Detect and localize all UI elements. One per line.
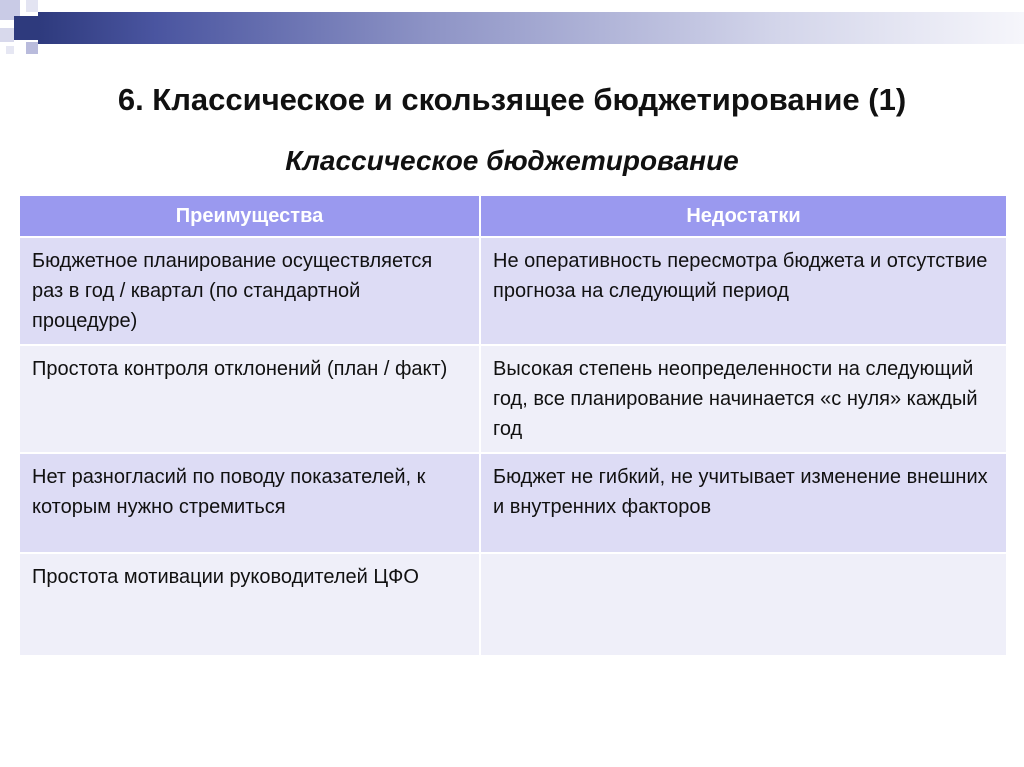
table-cell-disadvantage: Не оперативность пересмотра бюджета и отсутствие прогноза на следующий период [480, 237, 1007, 345]
table-cell-disadvantage: Бюджет не гибкий, не учитывает изменение внешних и внутренних факторов [480, 453, 1007, 553]
table-cell-disadvantage [480, 553, 1007, 656]
table-cell-advantage: Простота мотивации руководителей ЦФО [19, 553, 480, 656]
table-row [19, 237, 1007, 345]
comparison-table [18, 194, 1008, 657]
decor-square [26, 0, 38, 12]
header-advantages: Преимущества [19, 195, 480, 237]
header-disadvantages: Недостатки [480, 195, 1007, 237]
slide-subtitle: Классическое бюджетирование [285, 145, 739, 176]
table-cell-advantage: Бюджетное планирование осуществляется раз в год / квартал (по стандартной процедуре) [19, 237, 480, 345]
decor-square [6, 46, 14, 54]
decor-square [14, 16, 38, 40]
table-cell-advantage: Нет разногласий по поводу показателей, к которым нужно стремиться [19, 453, 480, 553]
header-gradient-bar [38, 12, 1024, 44]
table-cell-disadvantage: Высокая степень неопределенности на следующий год, все планирование начинается «с нуля» каждый год [480, 345, 1007, 453]
table-header-row [19, 195, 1007, 237]
table-row [19, 345, 1007, 453]
table-cell-advantage: Простота контроля отклонений (план / факт) [19, 345, 480, 453]
decor-square [0, 28, 14, 42]
decor-square [26, 42, 38, 54]
table-row [19, 553, 1007, 656]
header-decoration [0, 0, 1024, 70]
table-row [19, 453, 1007, 553]
slide-title: 6. Классическое и скользящее бюджетирование (1) [117, 82, 907, 117]
